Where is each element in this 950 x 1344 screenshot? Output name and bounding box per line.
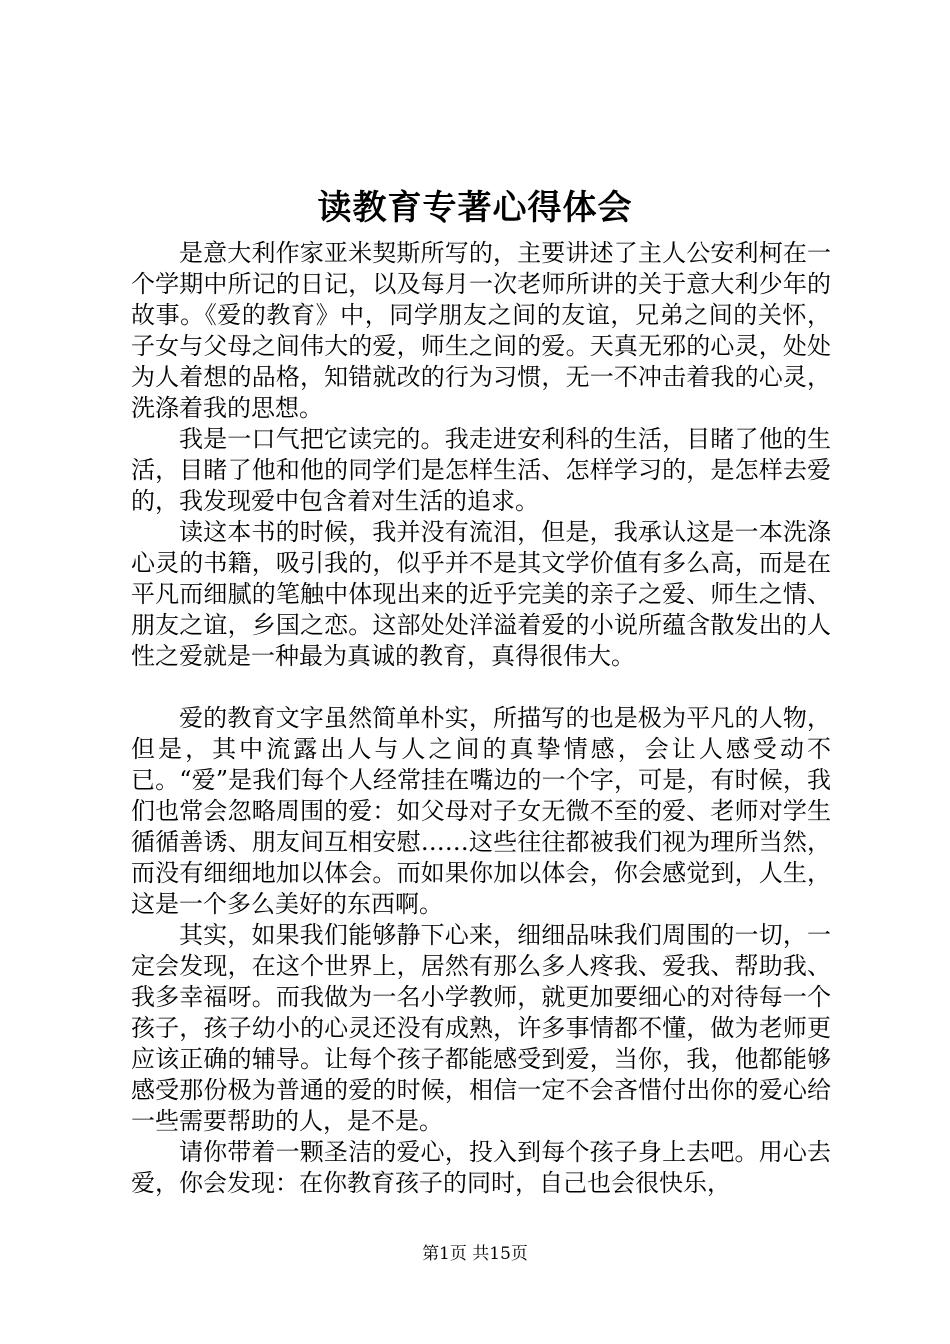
paragraph-2: 我是一口气把它读完的。我走进安利科的生活，目睹了他的生活，目睹了他和他的同学们是怎样生活、怎样学习的，是怎样去爱的，我发现爱中包含着对生活的追求。 <box>131 425 831 515</box>
paragraph-5: 其实，如果我们能够静下心来，细细品味我们周围的一切，一定会发现，在这个世界上，居然有那么多人疼我、爱我、帮助我、我多幸福呀。而我做为一名小学教师，就更加要细心的对待每一个孩子，孩子幼小的心灵还没有成熟，许多事情都不懂，做为老师更应该正确的辅导。让每个孩子都能感受到爱，当你，我，他都能够感受那份极为普通的爱的时候，相信一定不会吝惜付出你的爱心给一些需要帮助的人，是不是。 <box>131 921 831 1135</box>
paragraph-3: 读这本书的时候，我并没有流泪，但是，我承认这是一本洗涤心灵的书籍，吸引我的，似乎并不是其文学价值有多么高，而是在平凡而细腻的笔触中体现出来的近乎完美的亲子之爱、师生之情、朋友之谊，乡国之恋。这部处处洋溢着爱的小说所蕴含散发出的人性之爱就是一种最为真诚的教育，真得很伟大。 <box>131 518 831 670</box>
paragraph-1: 是意大利作家亚米契斯所写的，主要讲述了主人公安利柯在一个学期中所记的日记，以及每月一次老师所讲的关于意大利少年的故事。《爱的教育》中，同学朋友之间的友谊，兄弟之间的关怀，子女与父母之间伟大的爱，师生之间的爱。天真无邪的心灵，处处为人着想的品格，知错就改的行为习惯，无一不冲击着我的心灵，洗涤着我的思想。 <box>131 239 831 422</box>
document-body <box>131 238 831 1199</box>
paragraph-6: 请你带着一颗圣洁的爱心，投入到每个孩子身上去吧。用心去爱，你会发现：在你教育孩子的同时，自己也会很快乐， <box>131 1138 831 1197</box>
paragraph-gap <box>131 672 831 703</box>
page-number-footer: 第1页 共15页 <box>422 1244 528 1264</box>
document-title: 读教育专著心得体会 <box>317 188 633 228</box>
paragraph-4: 爱的教育文字虽然简单朴实，所描写的也是极为平凡的人物，但是，其中流露出人与人之间的真挚情感，会让人感受动不已。“爱”是我们每个人经常挂在嘴边的一个字，可是，有时候，我们也常会忽略周围的爱：如父母对子女无微不至的爱、老师对学生循循善诱、朋友间互相安慰……这些往往都被我们视为理所当然，而没有细细地加以体会。而如果你加以体会，你会感觉到，人生，这是一个多么美好的东西啊。 <box>131 704 831 918</box>
